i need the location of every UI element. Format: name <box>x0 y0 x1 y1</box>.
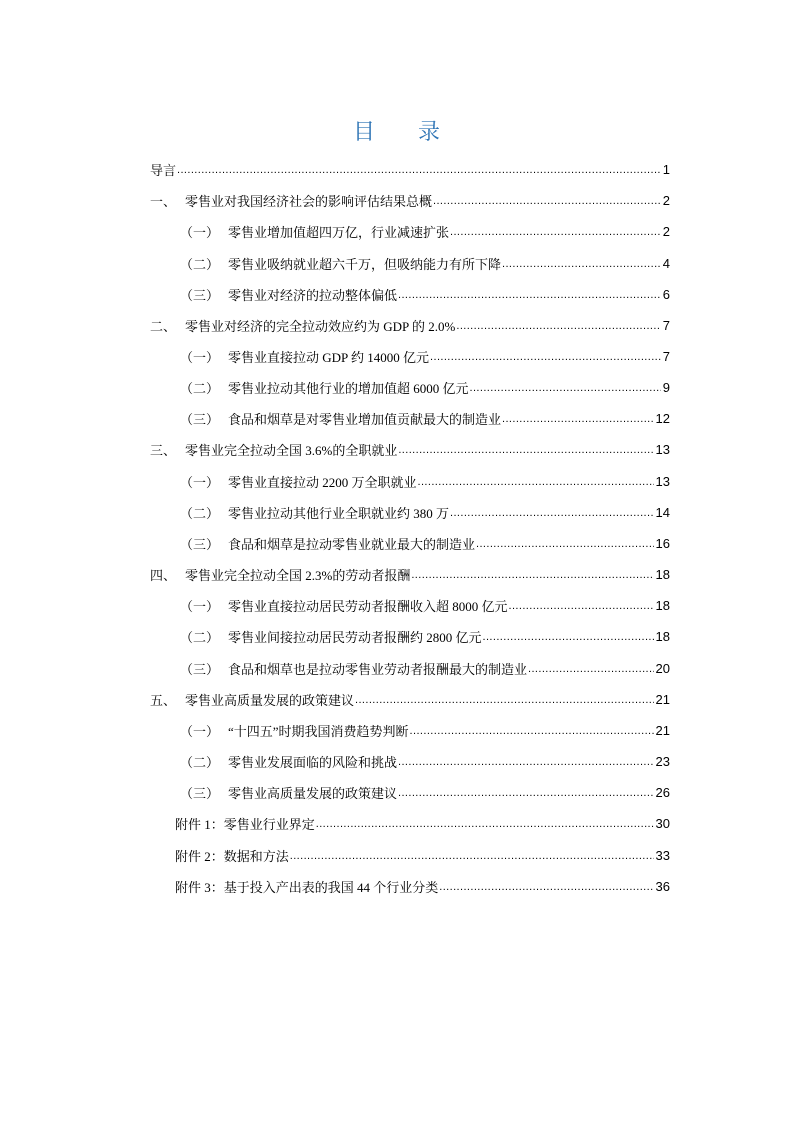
toc-page-number: 16 <box>655 535 670 551</box>
toc-entry-number: （二） <box>180 381 220 397</box>
toc-entry-title: 零售业完全拉动全国 3.6%的全职就业 <box>185 443 398 459</box>
toc-entry-title: 食品和烟草也是拉动零售业劳动者报酬最大的制造业 <box>228 661 528 677</box>
toc-entry-number: （三） <box>180 287 220 303</box>
toc-entry-section[interactable] <box>150 310 670 341</box>
dot-leader <box>450 507 654 520</box>
toc-entry-title: 零售业增加值超四万亿，行业减速扩张 <box>228 225 450 241</box>
toc-entry-title: 零售业直接拉动居民劳动者报酬收入超 8000 亿元 <box>228 599 508 615</box>
dot-leader <box>418 476 654 489</box>
toc-page-number: 26 <box>655 785 670 801</box>
dot-leader <box>456 320 660 333</box>
toc-entry-number: （一） <box>180 723 220 739</box>
toc-entry-appendix[interactable] <box>150 839 670 870</box>
toc-entry-appendix[interactable] <box>150 808 670 839</box>
toc-entry-number: （一） <box>180 599 220 615</box>
toc-page-number: 4 <box>662 255 670 271</box>
toc-entry-title: 附件 3：基于投入产出表的我国 44 个行业分类 <box>175 879 439 895</box>
toc-page-number: 9 <box>662 380 670 396</box>
toc-page-number: 33 <box>655 847 670 863</box>
toc-entry-title: 附件 1：零售业行业界定 <box>175 817 315 833</box>
toc-entry-title: 零售业吸纳就业超六千万，但吸纳能力有所下降 <box>228 256 502 272</box>
dot-leader <box>470 382 661 395</box>
toc-entry-title: 零售业拉动其他行业的增加值超 6000 亿元 <box>228 381 469 397</box>
dot-leader <box>502 258 661 271</box>
toc-entry-number: 四、 <box>150 568 177 584</box>
dot-leader <box>439 881 653 894</box>
toc-page-number: 21 <box>655 691 670 707</box>
toc-entry-number: 二、 <box>150 318 177 334</box>
toc-entry-number: （一） <box>180 225 220 241</box>
toc-entry-title: 附件 2：数据和方法 <box>175 848 289 864</box>
toc-entry-number: （三） <box>180 661 220 677</box>
toc-entry-appendix[interactable] <box>150 871 670 902</box>
toc-entry-subsection[interactable] <box>150 341 670 372</box>
toc-entry-number: （二） <box>180 630 220 646</box>
dot-leader <box>430 351 661 364</box>
toc-entry-title: 零售业发展面临的风险和挑战 <box>228 755 398 771</box>
toc-entry-title: 食品和烟草是对零售业增加值贡献最大的制造业 <box>228 412 502 428</box>
toc-entry-section[interactable] <box>150 559 670 590</box>
dot-leader <box>398 787 654 800</box>
toc-entry-title: 零售业间接拉动居民劳动者报酬约 2800 亿元 <box>228 630 482 646</box>
dot-leader <box>411 569 653 582</box>
toc-entry-title: 零售业直接拉动 2200 万全职就业 <box>228 474 417 490</box>
toc-entry-number: （二） <box>180 505 220 521</box>
toc-entry-title: 零售业对经济的完全拉动效应约为 GDP 的 2.0% <box>185 318 456 334</box>
toc-page-number: 18 <box>655 598 670 614</box>
toc-entry-number: （二） <box>180 755 220 771</box>
dot-leader <box>398 756 654 769</box>
toc-entry-title: 零售业对我国经济社会的影响评估结果总概 <box>185 194 433 210</box>
dot-leader <box>410 725 654 738</box>
toc-page-number: 18 <box>655 629 670 645</box>
toc-page-number: 18 <box>655 567 670 583</box>
toc-entry-subsection[interactable] <box>150 590 670 621</box>
toc-entry-subsection[interactable] <box>150 777 670 808</box>
toc-page-number: 6 <box>662 286 670 302</box>
dot-leader <box>476 538 654 551</box>
toc-entry-subsection[interactable] <box>150 216 670 247</box>
toc-entry-subsection[interactable] <box>150 497 670 528</box>
toc-entry-number: （一） <box>180 474 220 490</box>
toc-entry-subsection[interactable] <box>150 715 670 746</box>
toc-entry-intro[interactable] <box>150 154 670 185</box>
toc-page-number: 1 <box>662 162 670 178</box>
toc-entry-title: 食品和烟草是拉动零售业就业最大的制造业 <box>228 536 476 552</box>
dot-leader <box>177 164 661 177</box>
toc-entry-title: 零售业高质量发展的政策建议 <box>228 786 398 802</box>
toc-entry-number: （二） <box>180 256 220 272</box>
toc-page-number: 23 <box>655 754 670 770</box>
dot-leader <box>509 600 654 613</box>
dot-leader <box>502 413 654 426</box>
toc-entry-section[interactable] <box>150 684 670 715</box>
toc-entry-section[interactable] <box>150 185 670 216</box>
toc-entry-title: “十四五”时期我国消费趋势判断 <box>228 723 409 739</box>
toc-page-number: 13 <box>655 442 670 458</box>
toc-entry-title: 零售业完全拉动全国 2.3%的劳动者报酬 <box>185 568 411 584</box>
toc-entry-title: 零售业对经济的拉动整体偏低 <box>228 287 398 303</box>
toc-page-number: 7 <box>662 349 670 365</box>
toc-entry-subsection[interactable] <box>150 653 670 684</box>
dot-leader <box>290 850 654 863</box>
dot-leader <box>316 818 654 831</box>
toc-page-number: 30 <box>655 816 670 832</box>
toc-entry-number: （三） <box>180 536 220 552</box>
toc-entry-subsection[interactable] <box>150 528 670 559</box>
dot-leader <box>355 694 654 707</box>
toc-entry-title: 零售业直接拉动 GDP 约 14000 亿元 <box>228 350 430 366</box>
toc-entry-subsection[interactable] <box>150 746 670 777</box>
toc-page-number: 2 <box>662 193 670 209</box>
toc-page-number: 12 <box>655 411 670 427</box>
toc-entry-number: 三、 <box>150 443 177 459</box>
dot-leader <box>433 195 661 208</box>
toc-entry-subsection[interactable] <box>150 466 670 497</box>
toc-page-number: 21 <box>655 722 670 738</box>
dot-leader <box>398 444 653 457</box>
toc-entry-number: （三） <box>180 786 220 802</box>
toc-entry-subsection[interactable] <box>150 372 670 403</box>
dot-leader <box>450 226 661 239</box>
dot-leader <box>398 289 661 302</box>
toc-entry-number: 五、 <box>150 692 177 708</box>
toc-entry-section[interactable] <box>150 434 670 465</box>
table-of-contents <box>150 154 670 902</box>
toc-entry-subsection[interactable] <box>150 621 670 652</box>
dot-leader <box>528 663 654 676</box>
toc-entry-title: 导言 <box>150 163 177 179</box>
toc-entry-title: 零售业拉动其他行业全职就业约 380 万 <box>228 505 450 521</box>
toc-page-number: 20 <box>655 660 670 676</box>
toc-entry-subsection[interactable] <box>150 279 670 310</box>
toc-entry-subsection[interactable] <box>150 403 670 434</box>
toc-entry-number: （三） <box>180 412 220 428</box>
toc-page-number: 14 <box>655 504 670 520</box>
toc-entry-subsection[interactable] <box>150 247 670 278</box>
dot-leader <box>483 631 654 644</box>
toc-entry-title: 零售业高质量发展的政策建议 <box>185 692 355 708</box>
toc-entry-number: （一） <box>180 350 220 366</box>
toc-title: 目 录 <box>353 120 458 145</box>
toc-page-number: 36 <box>655 878 670 894</box>
toc-page-number: 2 <box>662 224 670 240</box>
toc-page-number: 7 <box>662 317 670 333</box>
toc-entry-number: 一、 <box>150 194 177 210</box>
toc-page-number: 13 <box>655 473 670 489</box>
